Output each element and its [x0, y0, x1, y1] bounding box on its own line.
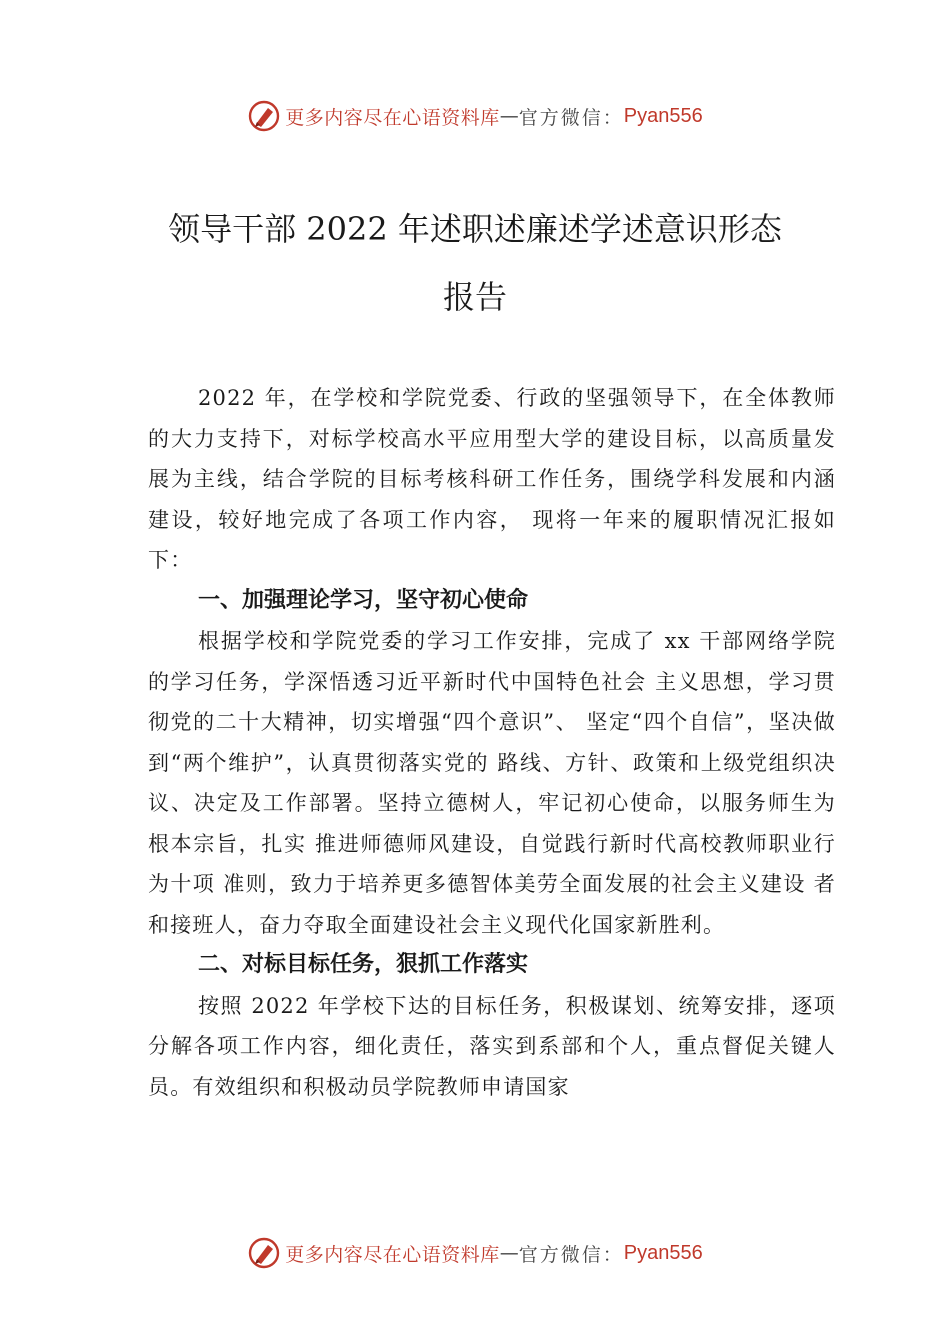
header-banner: [0, 96, 950, 136]
banner-site-text: 更多内容尽在心语资料库: [285, 1243, 500, 1266]
banner-wechat-label: 官方微信：: [518, 106, 624, 129]
section-1-paragraph: 根据学校和学院党委的学习工作安排，完成了 xx 干部网络学院的学习任务，学深悟透习近平新时代中国特色社会 主义思想，学习贯彻党的二十大精神，切实增强“四个意识”、 坚定“四个自信”，坚决做到“两个维护”，认真贯彻落实党的 路线、方针、政策和上级党组织决议、决定及工作部署。坚持立德树人，牢记初心使命，以服务师生为根本宗旨，扎实 推进师德师风建设，自觉践行新时代高校教师职业行为十项 准则，致力于培养更多德智体美劳全面发展的社会主义建设 者和接班人，奋力夺取全面建设社会主义现代化国家新胜利。: [148, 629, 836, 937]
pen-nib-logo-icon: [247, 1236, 281, 1270]
banner-wechat-id: Pyan556: [623, 1241, 703, 1264]
banner-site-text: 更多内容尽在心语资料库: [285, 106, 500, 129]
footer-banner: [0, 1233, 950, 1273]
section-2-heading: 二、对标目标任务，狠抓工作落实: [198, 952, 529, 977]
banner-wechat-label: 官方微信：: [518, 1243, 624, 1266]
pen-nib-logo-icon: [247, 99, 281, 133]
section-1-heading: 一、加强理论学习，坚守初心使命: [198, 587, 529, 613]
banner-wechat-id: Pyan556: [623, 104, 703, 127]
document-title-line-2: 报告: [442, 278, 507, 316]
section-2-paragraph: 按照 2022 年学校下达的目标任务，积极谋划、统筹安排，逐项分解各项工作内容，细化责任，落实到系部和个人，重点督促关键人员。有效组织和积极动员学院教师申请国家: [148, 993, 836, 1099]
document-title-line-1: 领导干部 2022 年述职述廉述学述意识形态: [168, 210, 782, 248]
document-body: [148, 378, 836, 1107]
banner-separator: —: [499, 105, 519, 127]
banner-separator: —: [499, 1242, 519, 1264]
intro-paragraph: 2022 年，在学校和学院党委、行政的坚强领导下，在全体教师的大力支持下，对标学校高水平应用型大学的建设目标，以高质量发展为主线，结合学院的目标考核科研工作任务，围绕学科发展和内涵建设，较好地完成了各项工作内容， 现将一年来的履职情况汇报如下：: [148, 386, 836, 572]
